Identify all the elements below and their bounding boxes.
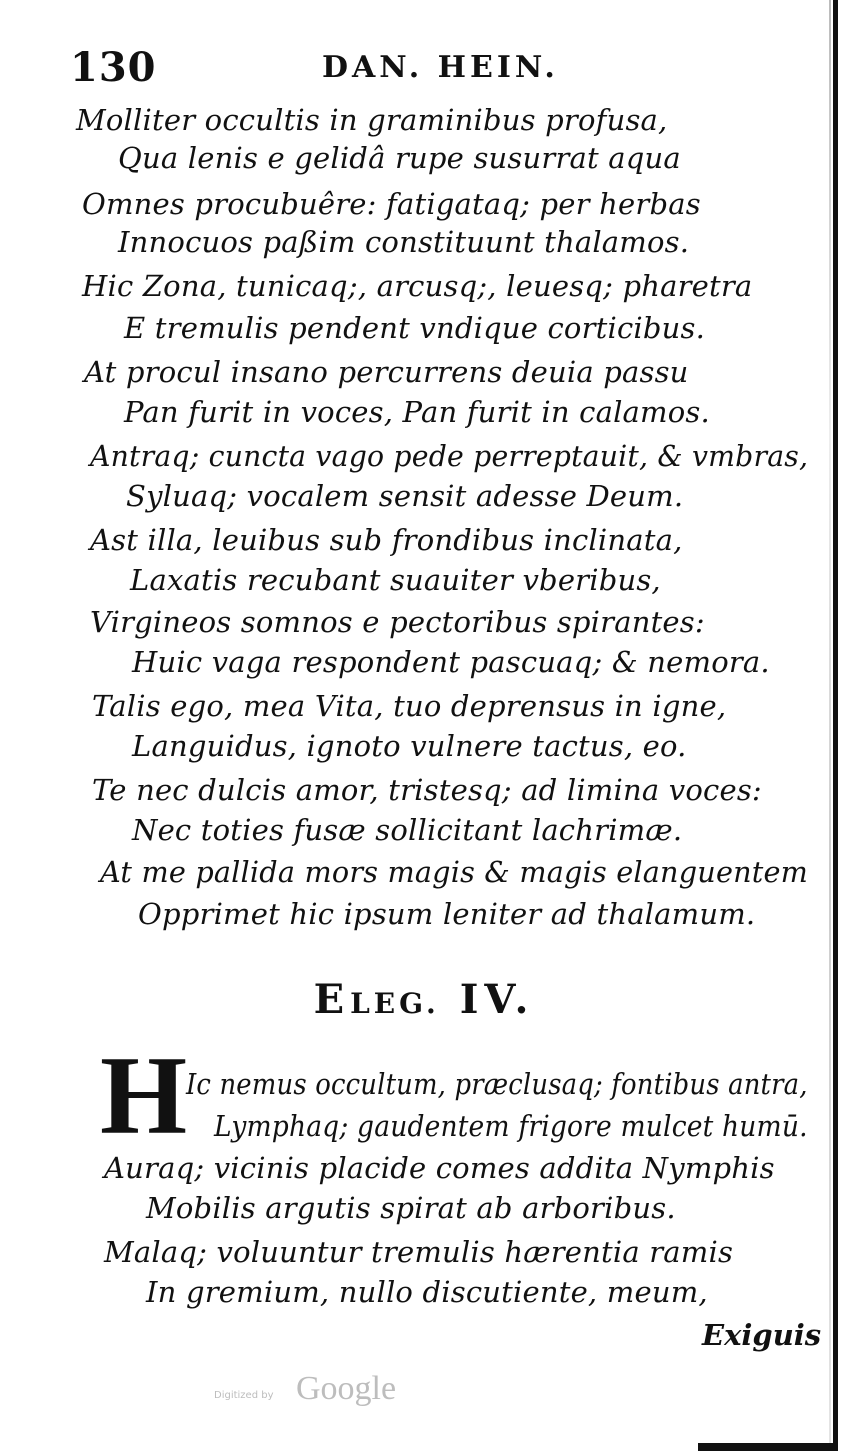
verse-line: Omnes procubuêre: fatigataq; per herbas bbox=[82, 187, 701, 221]
page-gutter-edge bbox=[833, 0, 838, 1451]
verse-line: Syluaq; vocalem sensit adesse Deum. bbox=[126, 479, 684, 513]
verse-line: Hic Zona, tunicaq;, arcusq;, leuesq; pharetra bbox=[82, 269, 753, 303]
running-title: DAN. HEIN. bbox=[322, 50, 559, 85]
verse-line: Lymphaq; gaudentem frigore mulcet humū. bbox=[214, 1109, 808, 1143]
verse-line: Ast illa, leuibus sub frondibus inclinata, bbox=[90, 523, 683, 557]
verse-line: Mobilis argutis spirat ab arboribus. bbox=[146, 1191, 676, 1225]
verse-line: Huic vaga respondent pascuaq; & nemora. bbox=[132, 645, 770, 679]
verse-line: Qua lenis e gelidâ rupe susurrat aqua bbox=[118, 141, 681, 175]
verse-line: Molliter occultis in graminibus profusa, bbox=[76, 103, 668, 137]
verse-line: Nec toties fusæ sollicitant lachrimæ. bbox=[132, 813, 683, 847]
page-number: 130 bbox=[70, 44, 157, 91]
verse-line: Innocuos paßim constituunt thalamos. bbox=[118, 225, 690, 259]
verse-line: At procul insano percurrens deuia passu bbox=[84, 355, 689, 389]
elegy-heading-word: LEG. bbox=[350, 987, 440, 1020]
drop-capital: H bbox=[100, 1034, 188, 1158]
verse-line: Ic nemus occultum, præclusaq; fontibus antra, bbox=[186, 1067, 808, 1101]
verse-line: E tremulis pendent vndique corticibus. bbox=[124, 311, 706, 345]
elegy-heading bbox=[0, 976, 848, 1023]
verse-line: Virgineos somnos e pectoribus spirantes: bbox=[90, 605, 705, 639]
verse-line: Te nec dulcis amor, tristesq; ad limina voces: bbox=[92, 773, 762, 807]
elegy-heading-numeral: IV. bbox=[459, 976, 535, 1023]
verse-line: Talis ego, mea Vita, tuo deprensus in igne, bbox=[92, 689, 727, 723]
verse-line: Opprimet hic ipsum leniter ad thalamum. bbox=[138, 897, 756, 931]
verse-line: Malaq; voluuntur tremulis hærentia ramis bbox=[104, 1235, 734, 1269]
page-bottom-edge bbox=[698, 1443, 838, 1451]
verse-line: Pan furit in voces, Pan furit in calamos. bbox=[124, 395, 710, 429]
catchword: Exiguis bbox=[702, 1318, 822, 1352]
verse-line: At me pallida mors magis & magis elanguentem bbox=[100, 855, 809, 889]
elegy-heading-initial: E bbox=[313, 976, 351, 1023]
verse-line: Antraq; cuncta vago pede perreptauit, & vmbras, bbox=[90, 439, 809, 473]
verse-line: Auraq; vicinis placide comes addita Nymphis bbox=[104, 1151, 775, 1185]
verse-line: In gremium, nullo discutiente, meum, bbox=[146, 1275, 708, 1309]
running-head bbox=[70, 44, 790, 96]
page-gutter-shadow bbox=[829, 0, 831, 1451]
verse-line: Laxatis recubant suauiter vberibus, bbox=[130, 563, 661, 597]
watermark-logo: Google bbox=[296, 1370, 397, 1407]
watermark-prefix: Digitized by bbox=[214, 1390, 274, 1401]
verse-line: Languidus, ignoto vulnere tactus, eo. bbox=[132, 729, 687, 763]
